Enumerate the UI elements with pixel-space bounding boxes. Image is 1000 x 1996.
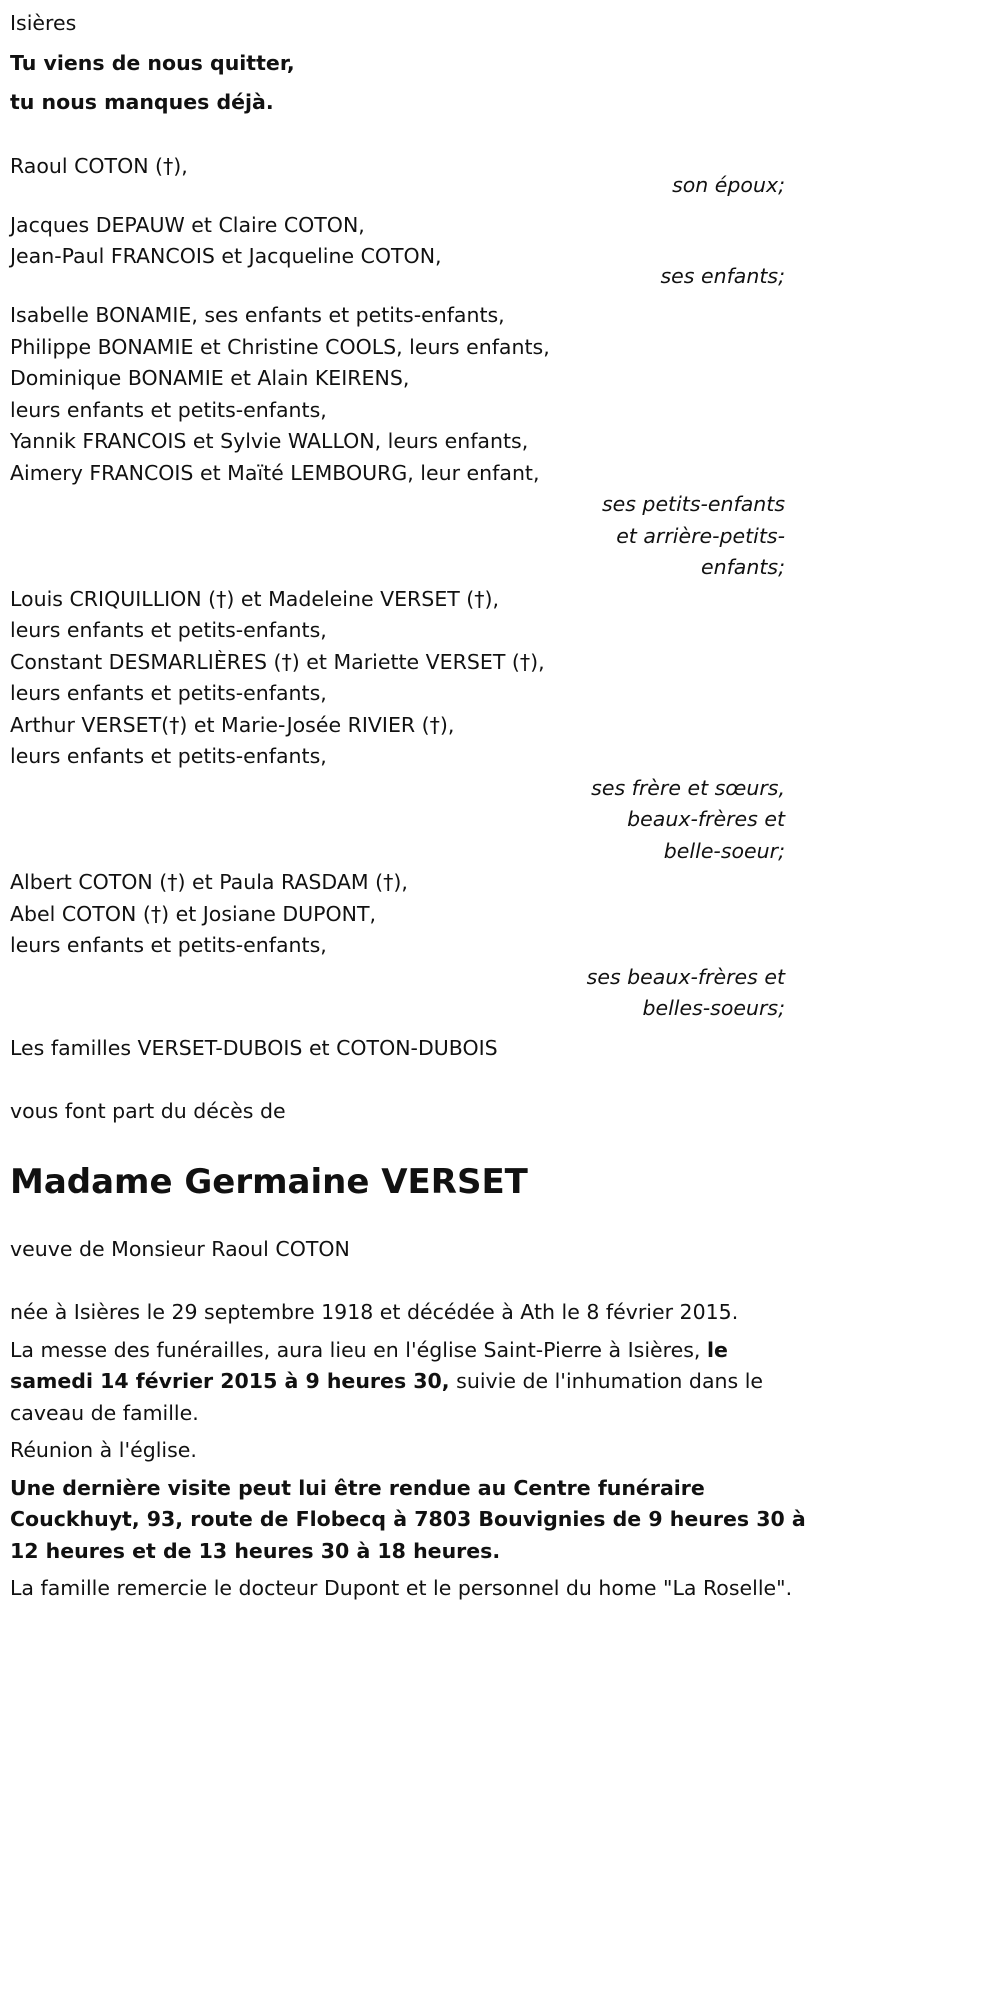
relation-label: belles-soeurs; [642,996,785,1020]
family-name-line: Dominique BONAMIE et Alain KEIRENS, [10,366,410,390]
family-group-in-laws [10,867,810,1025]
mass-text-before: La messe des funérailles, aura lieu en l'église Saint-Pierre à Isières, [10,1337,701,1362]
families-line: Les familles VERSET-DUBOIS et COTON-DUBOIS [10,1035,498,1060]
birth-death-line: née à Isières le 29 septembre 1918 et décédée à Ath le 8 février 2015. [10,1300,739,1324]
funeral-mass-paragraph [10,1335,810,1430]
mass-date-time: le samedi 14 février 2015 à 9 heures 30, [10,1337,728,1393]
intro-line-2: tu nous manques déjà. [10,90,274,114]
deceased-name: Madame Germaine VERSET [10,1161,528,1202]
widow-of-line: veuve de Monsieur Raoul COTON [10,1236,350,1261]
family-name-line: leurs enfants et petits-enfants, [10,681,327,705]
thanks-paragraph: La famille remercie le docteur Dupont et le personnel du home "La Roselle". [10,1576,793,1600]
family-name-line: leurs enfants et petits-enfants, [10,618,327,642]
family-name-line: Yannik FRANCOIS et Sylvie WALLON, leurs enfants, [10,429,529,453]
family-name-line: Isabelle BONAMIE, ses enfants et petits-enfants, [10,303,505,327]
relation-label: ses frère et sœurs, [591,775,785,800]
relation-label: beaux-frères et [627,807,785,831]
intro-line-1: Tu viens de nous quitter, [10,50,295,75]
last-visit-paragraph: Une dernière visite peut lui être rendue au Centre funéraire Couckhuyt, 93, route de Flobecq à 7803 Bouvignies de 9 heures 30 à 12 heures et de 13 heures 30 à 18 heures. [10,1475,806,1563]
family-name-line: Raoul COTON (†), [10,153,188,178]
mass-text-after: suivie de l'inhumation dans le caveau de famille. [10,1369,763,1425]
family-group-grandchildren [10,300,810,584]
relation-label: et arrière-petits- [616,523,785,548]
family-name-line: Abel COTON (†) et Josiane DUPONT, [10,901,377,926]
family-name-line: leurs enfants et petits-enfants, [10,744,327,768]
relation-label: son époux; [672,173,785,197]
family-name-line: Jacques DEPAUW et Claire COTON, [10,212,365,237]
family-group-children [10,210,810,293]
announcement-line: vous font part du décès de [10,1099,286,1123]
reunion-line: Réunion à l'église. [10,1438,197,1462]
family-group-spouse [10,151,810,202]
relation-label: belle-soeur; [663,838,785,863]
family-name-line: leurs enfants et petits-enfants, [10,933,327,957]
family-name-line: Aimery FRANCOIS et Maïté LEMBOURG, leur enfant, [10,460,540,485]
family-name-line: Albert COTON (†) et Paula RASDAM (†), [10,870,408,894]
location: Isières [10,11,77,35]
relation-label: ses petits-enfants [601,492,785,516]
family-name-line: Arthur VERSET(†) et Marie-Josée RIVIER (†), [10,712,455,737]
relation-label: ses beaux-frères et [586,964,785,989]
family-name-line: Louis CRIQUILLION (†) et Madeleine VERSET (†), [10,586,500,611]
family-name-line: Jean-Paul FRANCOIS et Jacqueline COTON, [10,244,442,268]
relation-label: enfants; [700,555,785,579]
family-name-line: Constant DESMARLIÈRES (†) et Mariette VERSET (†), [10,649,545,674]
family-group-siblings [10,584,810,868]
family-name-line: leurs enfants et petits-enfants, [10,397,327,422]
family-name-line: Philippe BONAMIE et Christine COOLS, leurs enfants, [10,334,550,359]
obituary-document [10,0,810,1605]
relation-label: ses enfants; [660,263,785,288]
